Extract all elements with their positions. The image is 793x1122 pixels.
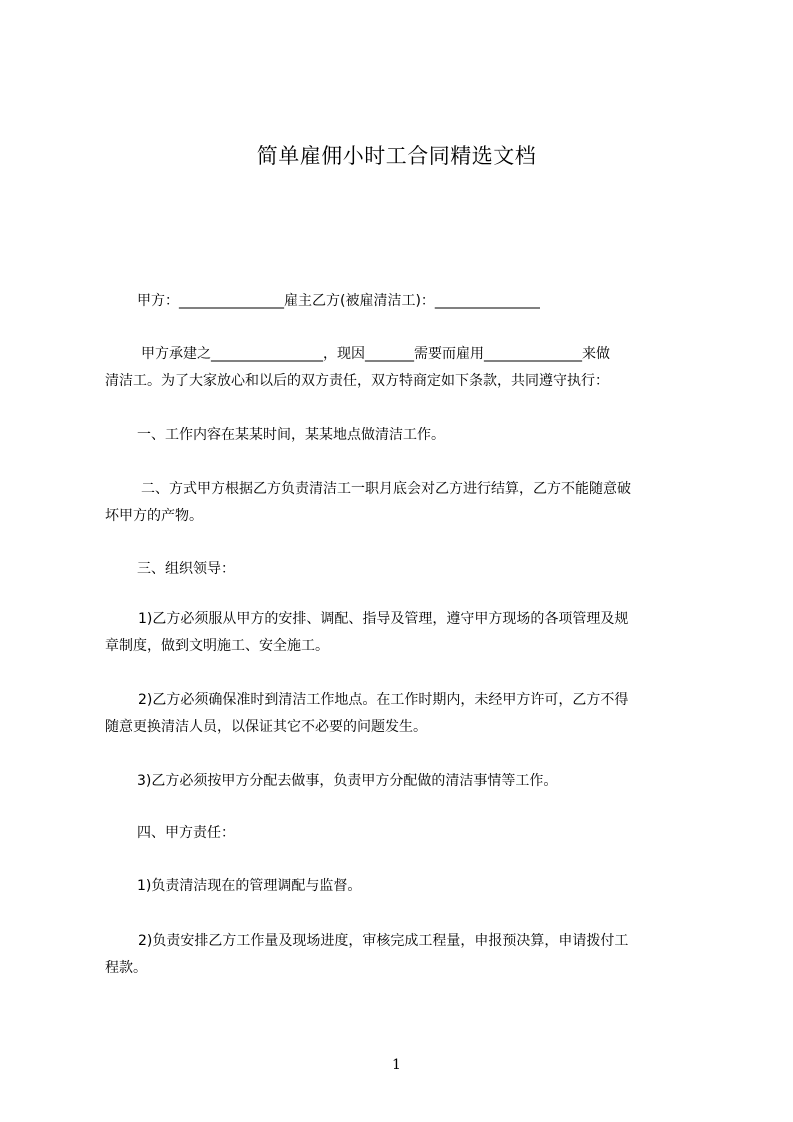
clause-2-line-2: 坏甲方的产物。 [105,508,203,524]
item-3-1 [105,606,705,660]
item-4-2-line-1: 2)负责安排乙方工作量及现场进度，审核完成工程量，申报预决算，申请拨付工 [138,933,629,949]
parties-line: 甲方：_______________雇主乙方(被雇清洁工)：_______________ [137,293,540,309]
clause-3-heading: 三、组织领导： [137,561,235,577]
item-4-1 [137,873,737,900]
intro-line-2: 清洁工。为了大家放心和以后的双方责任，双方特商定如下条款，共同遵守执行： [105,373,609,389]
clause-4 [137,820,737,847]
item-4-2 [105,928,705,982]
item-3-2-line-2: 随意更换清洁人员，以保证其它不必要的问题发生。 [105,719,427,735]
intro-line-1: 甲方承建之________________，现因_______需要而雇用______________来做 [141,346,610,362]
parties-paragraph [137,288,737,315]
item-3-1-line-1: 1)乙方必须服从甲方的安排、调配、指导及管理，遵守甲方现场的各项管理及规 [138,611,629,627]
item-3-3 [137,768,737,795]
clause-1-text: 一、工作内容在某某时间，某某地点做清洁工作。 [137,427,445,443]
clause-2-line-1: 二、方式甲方根据乙方负责清洁工一职月底会对乙方进行结算，乙方不能随意破 [141,481,631,497]
item-4-2-line-2: 程款。 [105,960,147,976]
document-title: 简单雇佣小时工合同精选文档 [256,144,537,168]
item-3-2-line-1: 2)乙方必须确保准时到清洁工作地点。在工作时期内，未经甲方许可，乙方不得 [138,692,629,708]
page-number: 1 [392,1057,401,1073]
clause-1 [137,422,737,449]
clause-2 [105,476,705,530]
clause-4-heading: 四、甲方责任： [137,825,235,841]
item-4-1-text: 1)负责清洁现在的管理调配与监督。 [137,878,362,894]
item-3-1-line-2: 章制度，做到文明施工、安全施工。 [105,638,329,654]
item-3-2 [105,687,705,741]
item-3-3-text: 3)乙方必须按甲方分配去做事，负责甲方分配做的清洁事情等工作。 [137,773,558,789]
intro-paragraph [105,341,705,395]
clause-3 [137,556,737,583]
